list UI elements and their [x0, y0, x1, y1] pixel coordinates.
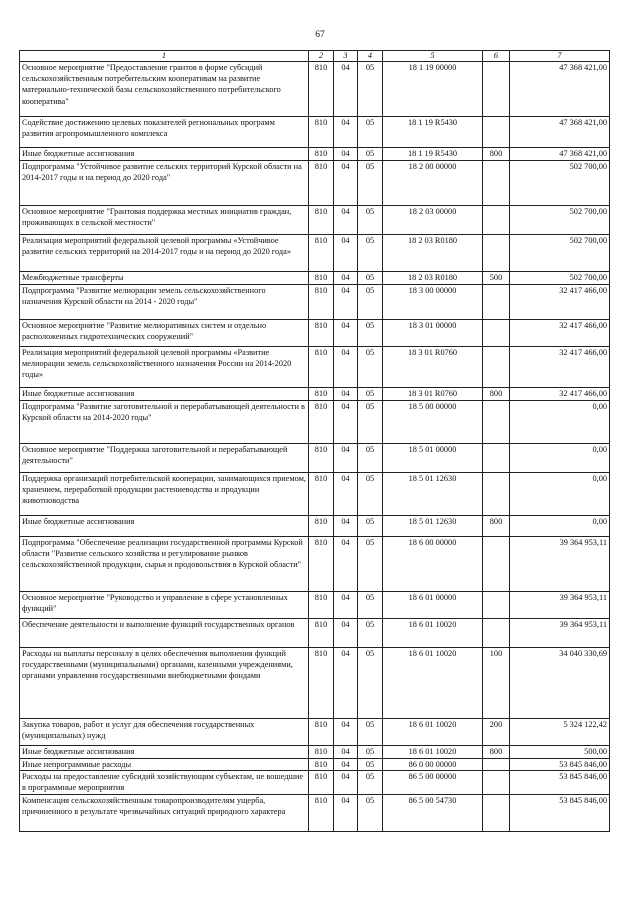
expense-type-cell — [483, 320, 510, 347]
expense-type-cell — [483, 117, 510, 148]
section-code-cell: 04 — [334, 320, 358, 347]
expense-type-cell — [483, 347, 510, 388]
target-article-cell: 18 1 19 R5430 — [383, 117, 483, 148]
amount-cell: 39 364 953,11 — [510, 592, 610, 619]
budget-table — [19, 50, 610, 832]
amount-cell: 502 700,00 — [510, 161, 610, 206]
subsection-code-cell: 05 — [358, 62, 383, 117]
ministry-code-cell: 810 — [309, 320, 334, 347]
table-row — [20, 444, 610, 473]
table-row — [20, 62, 610, 117]
table-row — [20, 537, 610, 592]
section-code-cell: 04 — [334, 771, 358, 794]
section-code-cell: 04 — [334, 719, 358, 746]
column-header: 6 — [483, 51, 510, 62]
amount-cell: 53 845 846,00 — [510, 771, 610, 794]
table-row — [20, 117, 610, 148]
subsection-code-cell: 05 — [358, 794, 383, 831]
amount-cell: 47 368 421,00 — [510, 148, 610, 161]
ministry-code-cell: 810 — [309, 516, 334, 537]
section-code-cell: 04 — [334, 117, 358, 148]
expense-type-cell: 800 — [483, 388, 510, 401]
expense-type-cell — [483, 771, 510, 794]
subsection-code-cell: 05 — [358, 592, 383, 619]
row-name-cell: Основное мероприятие "Поддержка заготовительной и перерабатывающей деятельности" — [20, 444, 309, 473]
section-code-cell: 04 — [334, 161, 358, 206]
section-code-cell: 04 — [334, 516, 358, 537]
expense-type-cell: 100 — [483, 648, 510, 719]
column-header: 3 — [334, 51, 358, 62]
row-name-cell: Подпрограмма "Развитие мелиорации земель сельскохозяйственного назначения Курской области на 2014 - 2020 годы" — [20, 285, 309, 320]
section-code-cell: 04 — [334, 648, 358, 719]
row-name-cell: Иные бюджетные ассигнования — [20, 516, 309, 537]
ministry-code-cell: 810 — [309, 388, 334, 401]
expense-type-cell — [483, 206, 510, 235]
subsection-code-cell: 05 — [358, 771, 383, 794]
ministry-code-cell: 810 — [309, 62, 334, 117]
section-code-cell: 04 — [334, 444, 358, 473]
section-code-cell: 04 — [334, 401, 358, 444]
section-code-cell: 04 — [334, 592, 358, 619]
amount-cell: 47 368 421,00 — [510, 62, 610, 117]
expense-type-cell — [483, 592, 510, 619]
section-code-cell: 04 — [334, 272, 358, 285]
ministry-code-cell: 810 — [309, 206, 334, 235]
subsection-code-cell: 05 — [358, 161, 383, 206]
target-article-cell: 86 5 00 00000 — [383, 771, 483, 794]
row-name-cell: Основное мероприятие "Грантовая поддержка местных инициатив граждан, проживающих в сельской местности" — [20, 206, 309, 235]
section-code-cell: 04 — [334, 206, 358, 235]
row-name-cell: Подпрограмма "Развитие заготовительной и перерабатывающей деятельности в Курской области на 2014-2020 годы" — [20, 401, 309, 444]
subsection-code-cell: 05 — [358, 537, 383, 592]
row-name-cell: Закупка товаров, работ и услуг для обеспечения государственных (муниципальных) нужд — [20, 719, 309, 746]
amount-cell: 0,00 — [510, 473, 610, 516]
ministry-code-cell: 810 — [309, 592, 334, 619]
amount-cell: 502 700,00 — [510, 272, 610, 285]
ministry-code-cell: 810 — [309, 746, 334, 759]
section-code-cell: 04 — [334, 285, 358, 320]
table-row — [20, 719, 610, 746]
row-name-cell: Иные бюджетные ассигнования — [20, 148, 309, 161]
table-row — [20, 347, 610, 388]
table-row — [20, 401, 610, 444]
ministry-code-cell: 810 — [309, 161, 334, 206]
target-article-cell: 18 1 19 00000 — [383, 62, 483, 117]
table-row — [20, 320, 610, 347]
ministry-code-cell: 810 — [309, 401, 334, 444]
target-article-cell: 18 1 19 R5430 — [383, 148, 483, 161]
row-name-cell: Иные непрограммные расходы — [20, 759, 309, 771]
ministry-code-cell: 810 — [309, 148, 334, 161]
row-name-cell: Расходы на предоставление субсидий хозяйствующим субъектам, не вошедшие в программные мероприятия — [20, 771, 309, 794]
amount-cell: 53 845 846,00 — [510, 759, 610, 771]
column-header: 7 — [510, 51, 610, 62]
amount-cell: 0,00 — [510, 444, 610, 473]
ministry-code-cell: 810 — [309, 771, 334, 794]
target-article-cell: 86 5 00 54730 — [383, 794, 483, 831]
row-name-cell: Подпрограмма "Устойчивое развитие сельских территорий Курской области на 2014-2017 годы и на период до 2020 года" — [20, 161, 309, 206]
column-header: 2 — [309, 51, 334, 62]
subsection-code-cell: 05 — [358, 759, 383, 771]
table-row — [20, 648, 610, 719]
amount-cell: 32 417 466,00 — [510, 285, 610, 320]
subsection-code-cell: 05 — [358, 444, 383, 473]
expense-type-cell — [483, 62, 510, 117]
subsection-code-cell: 05 — [358, 388, 383, 401]
amount-cell: 34 040 330,69 — [510, 648, 610, 719]
row-name-cell: Обеспечение деятельности и выполнение функций государственных органов — [20, 619, 309, 648]
amount-cell: 39 364 953,11 — [510, 537, 610, 592]
expense-type-cell — [483, 444, 510, 473]
expense-type-cell — [483, 161, 510, 206]
amount-cell: 32 417 466,00 — [510, 347, 610, 388]
table-row — [20, 148, 610, 161]
expense-type-cell — [483, 619, 510, 648]
target-article-cell: 86 0 00 00000 — [383, 759, 483, 771]
ministry-code-cell: 810 — [309, 794, 334, 831]
amount-cell: 32 417 466,00 — [510, 388, 610, 401]
target-article-cell: 18 2 03 00000 — [383, 206, 483, 235]
section-code-cell: 04 — [334, 235, 358, 272]
ministry-code-cell: 810 — [309, 444, 334, 473]
expense-type-cell — [483, 473, 510, 516]
amount-cell: 502 700,00 — [510, 206, 610, 235]
table-header-row — [20, 51, 610, 62]
section-code-cell: 04 — [334, 148, 358, 161]
section-code-cell: 04 — [334, 759, 358, 771]
ministry-code-cell: 810 — [309, 537, 334, 592]
row-name-cell: Основное мероприятие "Развитие мелиоративных систем и отдельно расположенных гидротехнических сооружений" — [20, 320, 309, 347]
table-row — [20, 794, 610, 831]
target-article-cell: 18 3 01 R0760 — [383, 388, 483, 401]
amount-cell: 0,00 — [510, 401, 610, 444]
target-article-cell: 18 5 01 00000 — [383, 444, 483, 473]
section-code-cell: 04 — [334, 62, 358, 117]
target-article-cell: 18 6 01 10020 — [383, 619, 483, 648]
subsection-code-cell: 05 — [358, 148, 383, 161]
subsection-code-cell: 05 — [358, 272, 383, 285]
subsection-code-cell: 05 — [358, 746, 383, 759]
expense-type-cell: 800 — [483, 746, 510, 759]
table-body — [20, 62, 610, 832]
row-name-cell: Расходы на выплаты персоналу в целях обеспечения выполнения функций государственными (муниципальными) органами, казенными учреждениями, органами управления государственными внебюджетными фондами — [20, 648, 309, 719]
amount-cell: 0,00 — [510, 516, 610, 537]
expense-type-cell — [483, 759, 510, 771]
ministry-code-cell: 810 — [309, 347, 334, 388]
subsection-code-cell: 05 — [358, 648, 383, 719]
target-article-cell: 18 6 00 00000 — [383, 537, 483, 592]
section-code-cell: 04 — [334, 794, 358, 831]
row-name-cell: Иные бюджетные ассигнования — [20, 388, 309, 401]
target-article-cell: 18 5 01 12630 — [383, 516, 483, 537]
section-code-cell: 04 — [334, 619, 358, 648]
ministry-code-cell: 810 — [309, 272, 334, 285]
table-row — [20, 746, 610, 759]
table-row — [20, 619, 610, 648]
section-code-cell: 04 — [334, 746, 358, 759]
expense-type-cell — [483, 235, 510, 272]
subsection-code-cell: 05 — [358, 285, 383, 320]
amount-cell: 32 417 466,00 — [510, 320, 610, 347]
amount-cell: 39 364 953,11 — [510, 619, 610, 648]
expense-type-cell — [483, 285, 510, 320]
amount-cell: 47 368 421,00 — [510, 117, 610, 148]
ministry-code-cell: 810 — [309, 235, 334, 272]
row-name-cell: Основное мероприятие "Руководство и управление в сфере установленных функций" — [20, 592, 309, 619]
target-article-cell: 18 6 01 00000 — [383, 592, 483, 619]
expense-type-cell: 800 — [483, 516, 510, 537]
ministry-code-cell: 810 — [309, 473, 334, 516]
target-article-cell: 18 2 03 R0180 — [383, 235, 483, 272]
target-article-cell: 18 6 01 10020 — [383, 648, 483, 719]
section-code-cell: 04 — [334, 473, 358, 516]
amount-cell: 53 845 846,00 — [510, 794, 610, 831]
row-name-cell: Иные бюджетные ассигнования — [20, 746, 309, 759]
row-name-cell: Подпрограмма "Обеспечение реализации государственной программы Курской области "Развитие сельского хозяйства и регулирование рынков сельскохозяйственной продукции, сырья и продовольствия в Курской области" — [20, 537, 309, 592]
row-name-cell: Реализация мероприятий федеральной целевой программы «Устойчивое развитие сельских территорий на 2014-2017 годы и на период до 2020 года» — [20, 235, 309, 272]
amount-cell: 5 324 122,42 — [510, 719, 610, 746]
row-name-cell: Компенсация сельскохозяйственным товаропроизводителям ущерба, причиненного в результате чрезвычайных ситуаций природного характера — [20, 794, 309, 831]
ministry-code-cell: 810 — [309, 719, 334, 746]
target-article-cell: 18 5 00 00000 — [383, 401, 483, 444]
row-name-cell: Реализация мероприятий федеральной целевой программы «Развитие мелиорации земель сельскохозяйственного назначения России на 2014-2020 годы» — [20, 347, 309, 388]
table-row — [20, 235, 610, 272]
row-name-cell: Межбюджетные трансферты — [20, 272, 309, 285]
column-header: 1 — [20, 51, 309, 62]
subsection-code-cell: 05 — [358, 347, 383, 388]
table-row — [20, 516, 610, 537]
subsection-code-cell: 05 — [358, 320, 383, 347]
table-row — [20, 388, 610, 401]
ministry-code-cell: 810 — [309, 285, 334, 320]
subsection-code-cell: 05 — [358, 719, 383, 746]
subsection-code-cell: 05 — [358, 235, 383, 272]
table-row — [20, 206, 610, 235]
column-header: 5 — [383, 51, 483, 62]
section-code-cell: 04 — [334, 347, 358, 388]
expense-type-cell — [483, 537, 510, 592]
row-name-cell: Содействие достижению целевых показателей региональных программ развития агропромышленного комплекса — [20, 117, 309, 148]
section-code-cell: 04 — [334, 537, 358, 592]
row-name-cell: Основное мероприятие "Предоставление грантов в форме субсидий сельскохозяйственным потребительским кооперативам на развитие материально-технической базы сельскохозяйственного потребительского кооператива" — [20, 62, 309, 117]
table-row — [20, 592, 610, 619]
subsection-code-cell: 05 — [358, 473, 383, 516]
subsection-code-cell: 05 — [358, 401, 383, 444]
expense-type-cell — [483, 401, 510, 444]
table-row — [20, 771, 610, 794]
column-header: 4 — [358, 51, 383, 62]
subsection-code-cell: 05 — [358, 206, 383, 235]
target-article-cell: 18 3 01 R0760 — [383, 347, 483, 388]
table-row — [20, 161, 610, 206]
ministry-code-cell: 810 — [309, 648, 334, 719]
target-article-cell: 18 5 01 12630 — [383, 473, 483, 516]
subsection-code-cell: 05 — [358, 516, 383, 537]
amount-cell: 500,00 — [510, 746, 610, 759]
target-article-cell: 18 6 01 10020 — [383, 746, 483, 759]
target-article-cell: 18 2 03 R0180 — [383, 272, 483, 285]
section-code-cell: 04 — [334, 388, 358, 401]
target-article-cell: 18 3 01 00000 — [383, 320, 483, 347]
expense-type-cell: 800 — [483, 148, 510, 161]
expense-type-cell — [483, 794, 510, 831]
table-row — [20, 285, 610, 320]
table-row — [20, 272, 610, 285]
page-number: 67 — [315, 30, 325, 40]
subsection-code-cell: 05 — [358, 619, 383, 648]
amount-cell: 502 700,00 — [510, 235, 610, 272]
row-name-cell: Поддержка организаций потребительской кооперации, занимающихся приемом, хранением, переработкой продукции растениеводства и продукции животноводства — [20, 473, 309, 516]
table-row — [20, 759, 610, 771]
target-article-cell: 18 2 00 00000 — [383, 161, 483, 206]
ministry-code-cell: 810 — [309, 759, 334, 771]
expense-type-cell: 500 — [483, 272, 510, 285]
target-article-cell: 18 6 01 10020 — [383, 719, 483, 746]
ministry-code-cell: 810 — [309, 117, 334, 148]
target-article-cell: 18 3 00 00000 — [383, 285, 483, 320]
subsection-code-cell: 05 — [358, 117, 383, 148]
ministry-code-cell: 810 — [309, 619, 334, 648]
table-row — [20, 473, 610, 516]
expense-type-cell: 200 — [483, 719, 510, 746]
